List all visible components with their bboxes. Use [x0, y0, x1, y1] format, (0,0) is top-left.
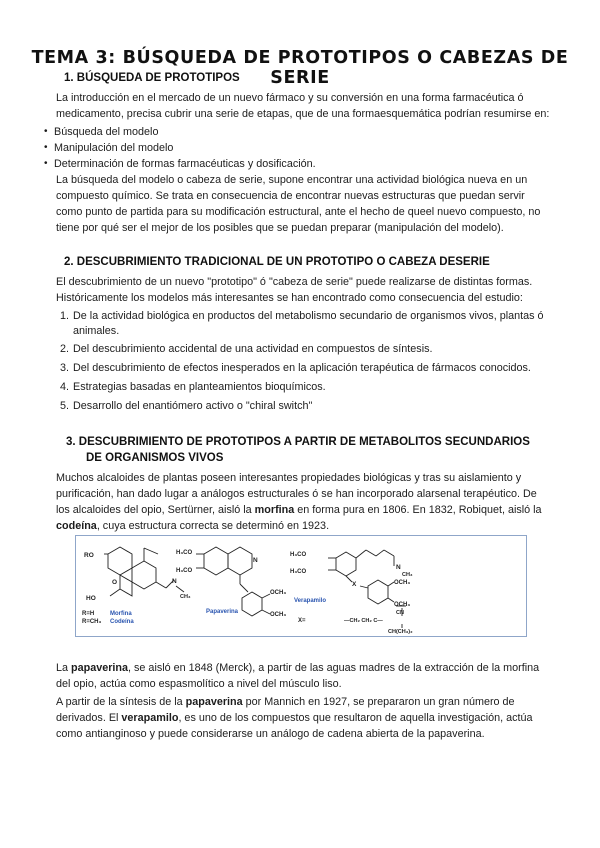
- sec3-p2-line-2: del opio, actúa como espasmolítico a nivel del músculo liso.: [56, 678, 342, 690]
- codeine-name: Codeína: [110, 619, 134, 625]
- sec1-bullet-1: Búsqueda del modelo: [54, 126, 159, 138]
- sec2-item-4-number: 4.: [60, 381, 70, 393]
- verapamil-x-definition: X=: [298, 618, 306, 624]
- sec3-p3-line-2: derivados. El verapamilo, es uno de los compuestos que resultaron de aquella investigación, actúa: [56, 712, 533, 724]
- sec2-item-1-line-1: De la actividad biológica en productos del metabolismo secundario de organismos vivos, plantas ó: [73, 310, 544, 322]
- sec1-intro-line-2: medicamento, precisa cubrir una serie de etapas, que de una formaesquemática podrían resumirse en:: [56, 108, 550, 120]
- sec2-item-5-number: 5.: [60, 400, 70, 412]
- sec1-bullet-2: Manipulación del modelo: [54, 142, 174, 154]
- morphine-r-h-label: R=H: [82, 611, 95, 617]
- verapamil-och3-c: OCH₃: [394, 580, 411, 586]
- verapamil-isopropyl-label: CH(CH₃)₂: [388, 629, 413, 635]
- morphine-structure: [104, 547, 184, 596]
- sec2-item-3-text: Del descubrimiento de efectos inesperados en la aplicación terapéutica de fármacos conocidos.: [73, 362, 531, 374]
- sec2-item-2-number: 2.: [60, 343, 70, 355]
- verapamil-name: Verapamilo: [294, 598, 327, 604]
- verapamil-chain-label: —CH₂ CH₂ C—: [344, 618, 383, 624]
- section-3-heading-line-2: DE ORGANISMOS VIVOS: [86, 452, 224, 464]
- sec3-p1-line-2: purificación, han dado lugar a análogos estructurales ó se han incorporado alarsenal terapéutico. De: [56, 488, 537, 500]
- bullet-icon: •: [44, 126, 48, 137]
- verapamil-och3-d: OCH₃: [394, 602, 411, 608]
- morphine-ho-label: HO: [86, 595, 96, 602]
- sec1-bullet-3: Determinación de formas farmacéuticas y dosificación.: [54, 158, 316, 170]
- verapamil-ch3-label: CH₃: [402, 572, 413, 578]
- sec3-p3-line-3: como antianginoso y puede considerarse un análogo de cadena abierta de la papaverina.: [56, 728, 485, 740]
- papaverine-och3-b: H₃CO: [176, 568, 193, 574]
- sec1-para-line-3: como punto de partida para su modificación estructural, ante el hecho de queel nuevo compuesto, no: [56, 206, 541, 218]
- chemical-structures-figure: [75, 535, 527, 637]
- papaverine-name: Papaverina: [206, 609, 239, 615]
- papaverine-och3-a: H₃CO: [176, 550, 193, 556]
- sec3-p1-line-4: codeína, cuya estructura correcta se determinó en 1923.: [56, 520, 330, 532]
- verapamil-cn-label: CN: [396, 610, 404, 616]
- sec3-p1-line-3: los alcaloides del opio, Sertürner, aisló la morfina en forma pura en 1806. En 1832, Robiquet, aisló la: [56, 504, 542, 516]
- bullet-icon: •: [44, 158, 48, 169]
- section-1-heading: 1. BÚSQUEDA DE PROTOTIPOS: [64, 72, 240, 84]
- sec2-intro-line-1: El descubrimiento de un nuevo "prototipo" ó "cabeza de serie" puede realizarse de distintas formas.: [56, 276, 533, 288]
- sec2-item-5-text: Desarrollo del enantiómero activo o "chiral switch": [73, 400, 313, 412]
- papaverine-structure: [196, 547, 270, 616]
- sec1-intro-line-1: La introducción en el mercado de un nuevo fármaco y su conversión en una forma farmacéutica ó: [56, 92, 524, 104]
- verapamil-structure: [328, 550, 406, 628]
- section-3-heading-line-1: 3. DESCUBRIMIENTO DE PROTOTIPOS A PARTIR DE METABOLITOS SECUNDARIOS: [66, 436, 530, 448]
- sec1-para-line-1: La búsqueda del modelo o cabeza de serie, supone encontrar una actividad biológica nueva en un: [56, 174, 528, 186]
- papaverine-och3-c: OCH₃: [270, 590, 287, 596]
- sec2-item-3-number: 3.: [60, 362, 70, 374]
- morphine-n-label: N: [172, 578, 177, 585]
- page-title: TEMA 3: BÚSQUEDA DE PROTOTIPOS O CABEZAS DE SERIE: [31, 48, 569, 88]
- sec3-p2-line-1: La papaverina, se aisló en 1848 (Merck), a partir de las aguas madres de la extracción de la morfina: [56, 662, 540, 674]
- sec1-para-line-2: compuesto químico. Se trata en consecuencia de encontrar nuevas estructuras que puedan servir: [56, 190, 525, 202]
- verapamil-och3-b: H₃CO: [290, 569, 307, 575]
- sec2-item-1-line-2: animales.: [73, 325, 120, 337]
- verapamil-och3-a: H₃CO: [290, 552, 307, 558]
- morphine-name: Morfina: [110, 611, 132, 617]
- sec2-item-4-text: Estrategias basadas en planteamientos bioquímicos.: [73, 381, 326, 393]
- morphine-ro-label: RO: [84, 552, 94, 559]
- verapamil-x-label: X: [352, 581, 357, 588]
- sec1-para-line-4: tiene por qué ser el mejor de los posibles que se puedan preparar (manipulación del modelo).: [56, 222, 504, 234]
- morphine-ch3-label: CH₃: [180, 594, 191, 600]
- sec2-intro-line-2: Históricamente los modelos más interesantes se han encontrado como consecuencia del estudio:: [56, 292, 523, 304]
- sec3-p3-line-1: A partir de la síntesis de la papaverina por Mannich en 1927, se prepararon un gran número de: [56, 696, 515, 708]
- morphine-o-label: O: [112, 579, 118, 586]
- papaverine-n-label: N: [253, 557, 258, 564]
- bullet-icon: •: [44, 142, 48, 153]
- sec2-item-1-number: 1.: [60, 310, 70, 322]
- sec3-p1-line-1: Muchos alcaloides de plantas poseen interesantes propiedades biológicas y tras su aislamiento y: [56, 472, 522, 484]
- codeine-r-ch3-label: R=CH₃: [82, 619, 102, 625]
- papaverine-och3-d: OCH₃: [270, 612, 287, 618]
- verapamil-n-label: N: [396, 564, 401, 571]
- section-2-heading: 2. DESCUBRIMIENTO TRADICIONAL DE UN PROTOTIPO O CABEZA DESERIE: [64, 256, 490, 268]
- sec2-item-2-text: Del descubrimiento accidental de una actividad en compuestos de síntesis.: [73, 343, 433, 355]
